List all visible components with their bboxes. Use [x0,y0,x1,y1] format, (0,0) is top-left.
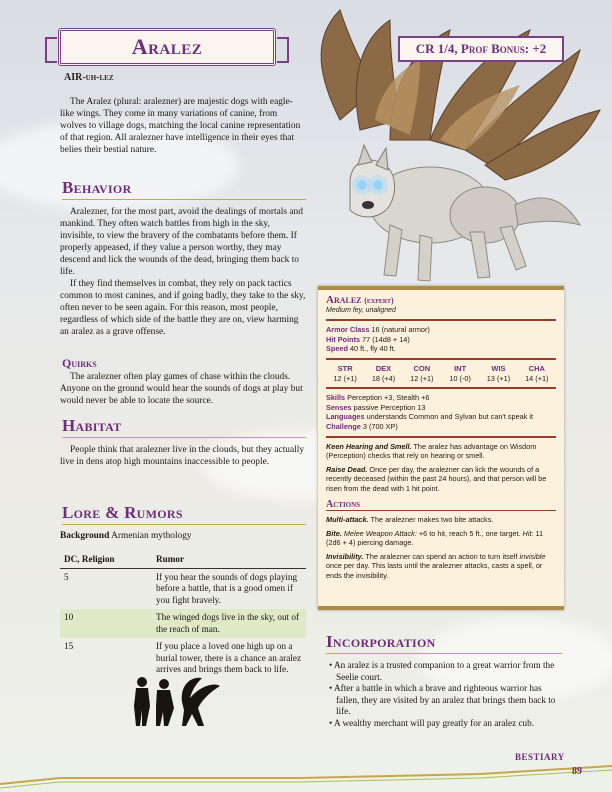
ability-value: 10 (-0) [449,373,471,383]
ability-name: CHA [528,363,545,373]
list-item-text: After a battle in which a brave and righteous warrior has fallen, they are visited by an aralez that brings them back to life. [334,683,556,716]
action-text: once per day. This lasts until the aralezner attacks, casts a spell, or ends the invisibility. [326,561,543,581]
stat-speed [326,344,556,354]
rumor-table [60,552,306,679]
stat-ac [326,325,556,335]
skills-label: Skills [326,393,346,403]
ability-name: INT [454,363,467,373]
divider [326,436,556,438]
ability-name: STR [337,363,353,373]
trait-text: The aralez has advantage on Wisdom (Perception) checks that rely on hearing or smell. [326,441,537,461]
speed-label: Speed [326,344,348,354]
hp-label: Hit Points [326,334,361,344]
action-text: +6 to hit, reach 5 ft., one target. [418,528,521,538]
row-rumor: The winged dogs live in the sky, out of the reach of man. [156,612,300,634]
stat-languages [326,412,556,422]
stat-challenge [326,422,556,432]
action-multiattack [326,515,556,525]
table-row [60,609,306,638]
ability-name: WIS [491,363,506,373]
ability-cha [518,364,556,383]
title-text: Aralez [131,34,203,59]
action-name: Bite. [326,528,342,538]
divider [326,358,556,360]
trait-name: Keen Hearing and Smell. [326,441,412,451]
ability-value: 14 (+1) [525,373,549,383]
page-title [58,28,276,66]
actions-heading: Actions [326,500,556,512]
page-number: 89 [572,766,582,777]
list-item-text: A wealthy merchant will pay greatly for an aralez cub. [334,717,535,728]
hp-value: 77 (14d8 + 14) [362,334,410,344]
background-value: Armenian mythology [111,531,192,541]
ability-dex [364,364,402,383]
behavior-paragraph: If they find themselves in combat, they rely on pack tactics common to most canines, and if going badly, they take to the sky, often never to be seen again. For this reason, most people, regardless of which side of the battle they are on, view harming an aralez as a grave offense. [60,279,306,337]
divider [326,319,556,321]
footer-section: BESTIARY [515,752,565,762]
speed-value: 40 ft., fly 40 ft. [349,344,396,354]
trait-text: Once per day, the aralezner can lick the wounds of a recently deceased (within the past 24 hours), and that person will be risen from the dead with 1 hit point. [326,464,547,493]
action-hit: Hit: [522,528,534,538]
row-rumor: If you hear the sounds of dogs playing before a battle, that is a good omen if you fight bravely. [156,571,298,605]
lore-background [60,530,306,542]
action-invisibility [326,552,556,581]
stat-block [318,286,564,610]
trait-name: Raise Dead. [326,464,368,474]
ability-value: 13 (+1) [486,373,511,383]
ability-value: 12 (+1) [333,373,357,383]
habitat-paragraph: People think that aralezner live in the clouds, but they actually live in dens atop high mountains inaccessible to people. [60,445,305,467]
ability-con [403,364,441,383]
list-item: • An aralez is a trusted companion to a great warrior from the Seelie court. [329,660,555,682]
background-label: Background [60,531,110,541]
ability-int [441,364,479,383]
ability-wis [479,364,517,383]
action-bite [326,529,556,548]
list-item-text: An aralez is a trusted companion to a great warrior from the Seelie court. [334,660,555,682]
quirks-paragraph: The aralezner often play games of chase within the clouds. Anyone on the ground would hear the sounds of dogs at play but would never be able to locate the source. [60,372,303,406]
habitat-text [60,444,306,468]
incorporation-list [328,660,562,729]
footer-ornament [0,764,612,792]
ac-label: Armor Class [326,325,370,335]
party-silhouette [130,672,220,728]
ac-value: 16 (natural armor) [371,325,430,335]
row-rumor: If you place a loved one high up on a burial tower, there is a chance an aralez arrives and brings them back to life. [156,641,302,674]
stat-type: Medium fey, unaligned [326,306,396,314]
table-row [60,569,306,610]
action-text: The aralezner can spend an action to turn itself [365,551,518,561]
intro-text [60,96,306,156]
table-header [60,552,306,569]
senses-label: Senses [326,402,352,412]
stat-senses [326,403,556,413]
ability-str [326,364,364,383]
incorporation-heading: Incorporation [326,632,562,654]
ability-scores [326,364,556,383]
stat-hp [326,335,556,345]
languages-label: Languages [326,412,365,422]
action-text: The aralezner makes two bite attacks. [370,515,494,525]
behavior-paragraph: Aralezner, for the most part, avoid the dealings of mortals and mankind. They often watch battles from high in the sky, invisible, to view the bravery of the combatants before them. If properly appeased, if they value a person worthy, they may descend and lick the wounds of the dead, bringing them back to life. [60,207,303,277]
row-dc: 15 [64,641,74,651]
action-name: Multi-attack. [326,515,369,525]
col-dc: DC, Religion [64,554,115,564]
quirks-heading: Quirks [62,356,97,370]
ability-value: 18 (+4) [371,373,396,383]
action-damage: 11 (2d6 + 4) piercing damage. [326,528,544,548]
list-item: • A wealthy merchant will pay greatly for an aralez cub. [329,717,535,728]
stat-tag: (expert) [364,296,394,305]
behavior-text [60,206,306,338]
stat-name [326,296,556,306]
stat-name-text: Aralez [326,294,362,306]
senses-value: passive Perception 13 [353,402,426,412]
ability-name: CON [413,363,431,373]
skills-value: Perception +3, Stealth +6 [347,393,430,403]
trait-keen-senses [326,442,556,461]
action-name: Invisibility. [326,551,364,561]
quirks-text [60,371,306,407]
challenge-value: 3 (700 XP) [362,421,398,431]
lore-heading: Lore & Rumors [62,503,306,525]
intro-paragraph: The Aralez (plural: aralezner) are majestic dogs with eagle-like wings. They come in many variations of canine, from wolves to village dogs, matching the local canine representation of that region. All aralezner have intelligence in their eyes that belies their bestial nature. [60,97,301,155]
list-item: • After a battle in which a brave and righteous warrior has fallen, they are visited by an aralez that brings them back to life. [329,683,556,716]
habitat-heading: Habitat [62,416,306,438]
pronunciation: AIR-uh-lez [64,72,114,83]
action-italic: invisible [519,551,546,561]
stat-skills [326,393,556,403]
ability-name: DEX [375,363,392,373]
ability-value: 12 (+1) [410,373,434,383]
row-dc: 5 [64,571,69,582]
cr-badge: CR 1/4, Prof Bonus: +2 [398,36,564,62]
divider [326,387,556,389]
languages-value: understands Common and Sylvan but can't speak it [366,412,534,422]
row-dc: 10 [64,612,74,622]
behavior-heading: Behavior [62,178,306,200]
trait-raise-dead [326,465,556,494]
col-rumor: Rumor [156,554,185,564]
challenge-label: Challenge [326,421,361,431]
action-type: Melee Weapon Attack: [343,528,417,538]
